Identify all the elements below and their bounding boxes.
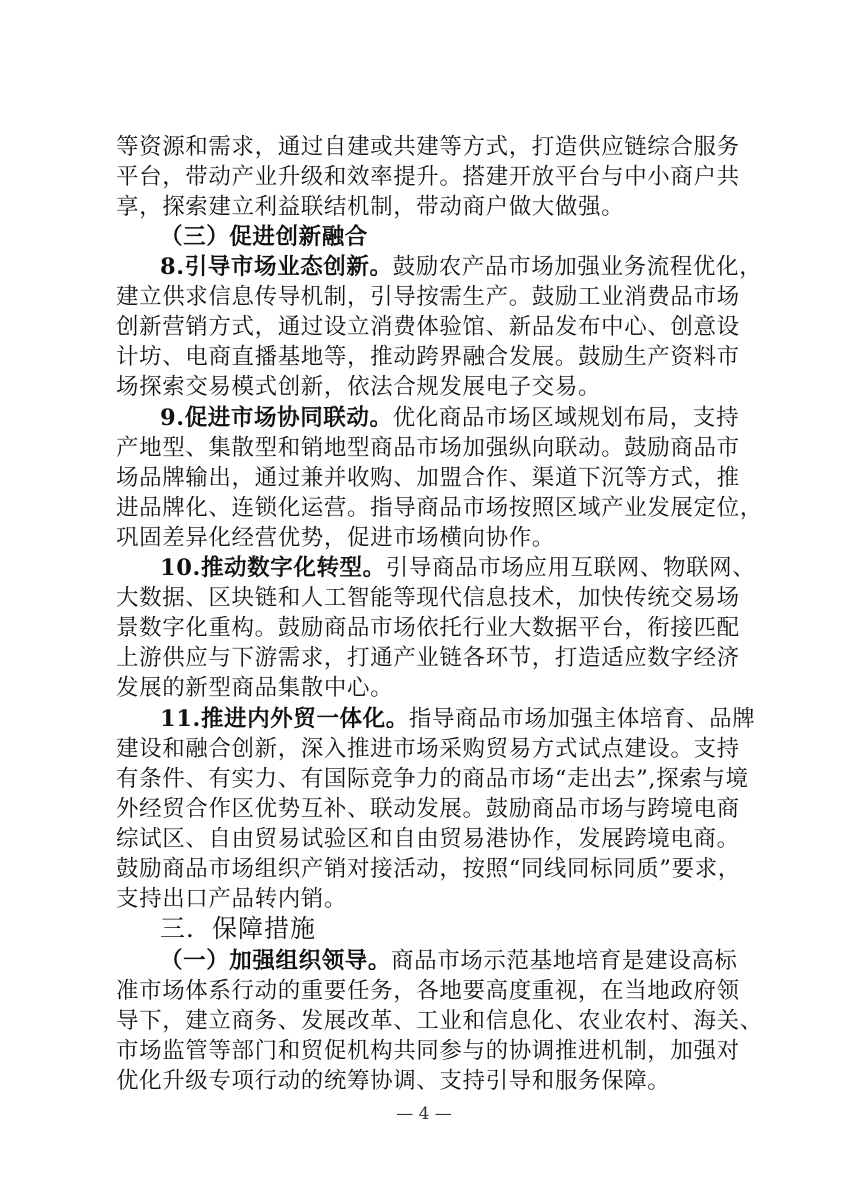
page-number: — 4 — [396,1104,452,1124]
paragraph-line [160,553,755,583]
item-title: 11.推进内外贸一体化。 [160,706,409,732]
paragraph-line: 进品牌化、连锁化运营。指导商品市场按照区域产业发展定位， [116,495,763,521]
item-text: 商品市场示范基地培育是建设高标 [391,948,738,974]
paragraph-line [160,704,755,734]
item-title: 8.引导市场业态创新。 [160,254,393,280]
item-title: 10.推动数字化转型。 [160,555,386,581]
paragraph-line: 外经贸合作区优势互补、联动发展。鼓励商品市场与跨境电商 [116,796,740,822]
paragraph-line: 景数字化重构。鼓励商品市场依托行业大数据平台，衔接匹配 [116,615,740,641]
item-text: 鼓励农产品市场加强业务流程优化， [392,254,763,280]
paragraph-line: 上游供应与下游需求，打通产业链各环节，打造适应数字经济 [116,645,740,671]
item-title: 9.促进市场协同联动。 [160,405,393,431]
paragraph-line: 建立供求信息传导机制，引导按需生产。鼓励工业消费品市场 [116,284,740,310]
paragraph-line [160,946,738,976]
paragraph-line: 创新营销方式，通过设立消费体验馆、新品发布中心、创意设 [116,314,740,340]
paragraph-line: 享，探索建立利益联结机制，带动商户做大做强。 [116,194,625,220]
section-heading: （三）促进创新融合 [160,224,368,250]
paragraph-line: 大数据、区块链和人工智能等现代信息技术，加快传统交易场 [116,585,740,611]
item-text: 引导商品市场应用互联网、物联网、 [385,555,756,581]
paragraph-line: 市场监管等部门和贸促机构共同参与的协调推进机制，加强对 [116,1038,740,1064]
paragraph-line: 建设和融合创新，深入推进市场采购贸易方式试点建设。支持 [116,736,740,762]
item-text: 优化商品市场区域规划布局，支持 [392,405,740,431]
paragraph-line: 等资源和需求，通过自建或共建等方式，打造供应链综合服务 [116,134,740,160]
paragraph-line: 平台，带动产业升级和效率提升。搭建开放平台与中小商户共 [116,164,740,190]
paragraph-line: 支持出口产品转内销。 [116,886,348,912]
paragraph-line: 鼓励商品市场组织产销对接活动，按照“同线同标同质”要求， [116,856,741,882]
paragraph-line: 准市场体系行动的重要任务，各地要高度重视，在当地政府领 [116,978,740,1004]
paragraph-line: 发展的新型商品集散中心。 [116,675,394,701]
paragraph-line: 场探索交易模式创新，依法合规发展电子交易。 [116,374,602,400]
paragraph-line [160,403,739,433]
paragraph-line: 场品牌输出，通过兼并收购、加盟合作、渠道下沉等方式，推 [116,465,740,491]
paragraph-line [160,252,762,282]
item-text: 指导商品市场加强主体培育、品牌 [408,706,756,732]
item-title: （一）加强组织领导。 [160,948,392,974]
chapter-heading: 三．保障措施 [160,914,317,943]
paragraph-line: 计坊、电商直播基地等，推动跨界融合发展。鼓励生产资料市 [116,344,740,370]
paragraph-line: 导下，建立商务、发展改革、工业和信息化、农业农村、海关、 [116,1008,763,1034]
paragraph-line: 巩固差异化经营优势，促进市场横向协作。 [116,525,555,551]
paragraph-line: 产地型、集散型和销地型商品市场加强纵向联动。鼓励商品市 [116,435,740,461]
paragraph-line: 综试区、自由贸易试验区和自由贸易港协作，发展跨境电商。 [116,826,740,852]
paragraph-line: 优化升级专项行动的统筹协调、支持引导和服务保障。 [116,1068,671,1094]
paragraph-line: 有条件、有实力、有国际竞争力的商品市场“走出去”,探索与境 [116,766,749,792]
